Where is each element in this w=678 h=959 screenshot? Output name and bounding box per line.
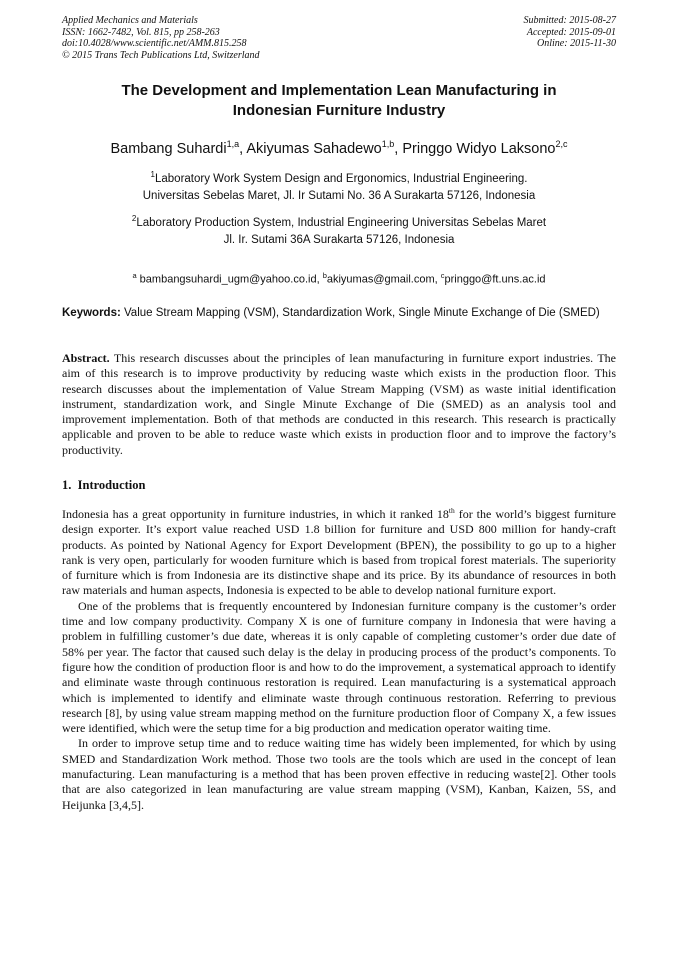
abstract-label: Abstract. (62, 351, 110, 365)
title-line-1: The Development and Implementation Lean Manufacturing in (121, 82, 557, 99)
author-name: Pringgo Widyo Laksono (402, 140, 556, 157)
author-name: Akiyumas Sahadewo (246, 140, 382, 157)
keywords-text: Value Stream Mapping (VSM), Standardization Work, Single Minute Exchange of Die (SMED) (120, 307, 600, 319)
affiliation-mark: 1 (150, 170, 155, 179)
author-list (40, 134, 638, 159)
author-separator: , (394, 140, 403, 157)
affiliation-text: Laboratory Production System, Industrial Engineering Universitas Sebelas Maret (136, 216, 547, 229)
email-c: pringgo@ft.uns.ac.id (444, 273, 546, 286)
affiliation-1-line-2: Universitas Sebelas Maret, Jl. Ir Sutami No. 36 A Surakarta 57126, Indonesia (142, 190, 536, 202)
paragraph: In order to improve setup time and to reduce waiting time has widely been implemented, for which by using SMED and Standardization Work method. Those two tools are the tools which are used in the concept of lean manufacturing. Lean manufacturing is a method that has been proven effective in reducing waste[2]. Other tools that are also categorized in lean manufacturing are value stream mapping (VSM), Kanban, Kaizen, 5S, and Heijunka [3,4,5]. (62, 736, 616, 812)
email-mark: a (132, 271, 137, 280)
journal-name: Applied Mechanics and Materials (62, 15, 198, 26)
email-b: akiyumas@gmail.com, (326, 273, 441, 286)
email-a: bambangsuhardi_ugm@yahoo.co.id, (136, 273, 323, 286)
affiliation-2-line-1 (40, 211, 638, 231)
affiliation-mark: 2 (131, 214, 137, 223)
date-submitted: Submitted: 2015-08-27 (523, 15, 616, 26)
ordinal-suffix: th (448, 506, 455, 515)
introduction-body (62, 507, 616, 813)
affiliation-1-line-1 (40, 167, 638, 187)
author-affiliation-mark: 2,c (555, 139, 568, 149)
date-online: Online: 2015-11-30 (537, 38, 616, 49)
paragraph-text: for the world’s biggest furniture design exporter. It’s export value reached USD 1.8 billion for furniture and USD 800 million for handy-craft products. As pointed by National Agency for Export Development (BPEN), the possibility to go up to a higher rank is very open, particularly for wooden furniture which is based from tropical forest materials. The superiority of furniture which is from Indonesia are its distinctive shape and its price. By its abundance of resources in both raw materials and human aspects, Indonesia is expected to be able to develop national furniture export. (62, 507, 616, 598)
author-name: Bambang Suhardi (110, 140, 227, 157)
keywords-label: Keywords: (62, 307, 121, 319)
paragraph: One of the problems that is frequently encountered by Indonesian furniture company is the customer’s order time and low company productivity. Company X is one of furniture company in Indonesia that were having a problem in fulfilling customer’s due date, whereas it is only capable of completing customer’s order due date of 58% per year. The factor that caused such delay is the delay in producing process of the product’s components. To figure how the condition of production floor is and how to do the improvement, a systematical approach to identify and eliminate waste through continuous restoration is required. Lean manufacturing is a systematical approach which is implemented to identify and eliminate waste through continuous restoration. Referring to previous research [8], by using value stream mapping method on the furniture production floor of Company X, a few issues were identified, which were the setup time for a big production and medication operator waiting time. (62, 598, 616, 736)
abstract (62, 351, 616, 458)
publication-dates (524, 15, 617, 50)
journal-issn: ISSN: 1662-7482, Vol. 815, pp 258-263 (62, 26, 220, 38)
section-number: 1. (62, 478, 72, 492)
paragraph (62, 507, 616, 599)
paper-title (62, 81, 616, 121)
section-heading (62, 478, 145, 493)
section-title: Introduction (77, 478, 146, 492)
keywords (62, 306, 616, 321)
journal-copyright: © 2015 Trans Tech Publications Ltd, Switzerland (62, 49, 260, 61)
author-separator: , (239, 140, 247, 157)
affiliation-2-line-2: Jl. Ir. Sutami 36A Surakarta 57126, Indonesia (223, 234, 455, 246)
author-emails (40, 269, 638, 287)
affiliation-text: Laboratory Work System Design and Ergonomics, Industrial Engineering. (155, 172, 528, 185)
paragraph-text: Indonesia has a great opportunity in furniture industries, in which it ranked 18 (62, 507, 449, 521)
abstract-text: This research discusses about the principles of lean manufacturing in furniture export industries. The aim of this research is to improve productivity by reducing waste which exists in the production floor. This research discusses about the implementation of Value Stream Mapping (VSM) as waste initial identification instrument, standardization work, and Single Minute Exchange of Die (SMED) as an analysis tool and improvement implementation. Both of that methods are conducted in this research. This research is practically applicable and proven to be able to reduce waste which exists in production floor and to improve the factory’s productivity. (62, 351, 616, 457)
date-accepted: Accepted: 2015-09-01 (526, 26, 616, 38)
title-line-2: Indonesian Furniture Industry (232, 102, 446, 119)
journal-header (62, 15, 260, 61)
author-affiliation-mark: 1,a (226, 139, 240, 149)
journal-doi: doi:10.4028/www.scientific.net/AMM.815.258 (62, 38, 247, 49)
email-mark: c (440, 271, 445, 280)
author-affiliation-mark: 1,b (381, 139, 395, 149)
email-mark: b (322, 271, 327, 280)
